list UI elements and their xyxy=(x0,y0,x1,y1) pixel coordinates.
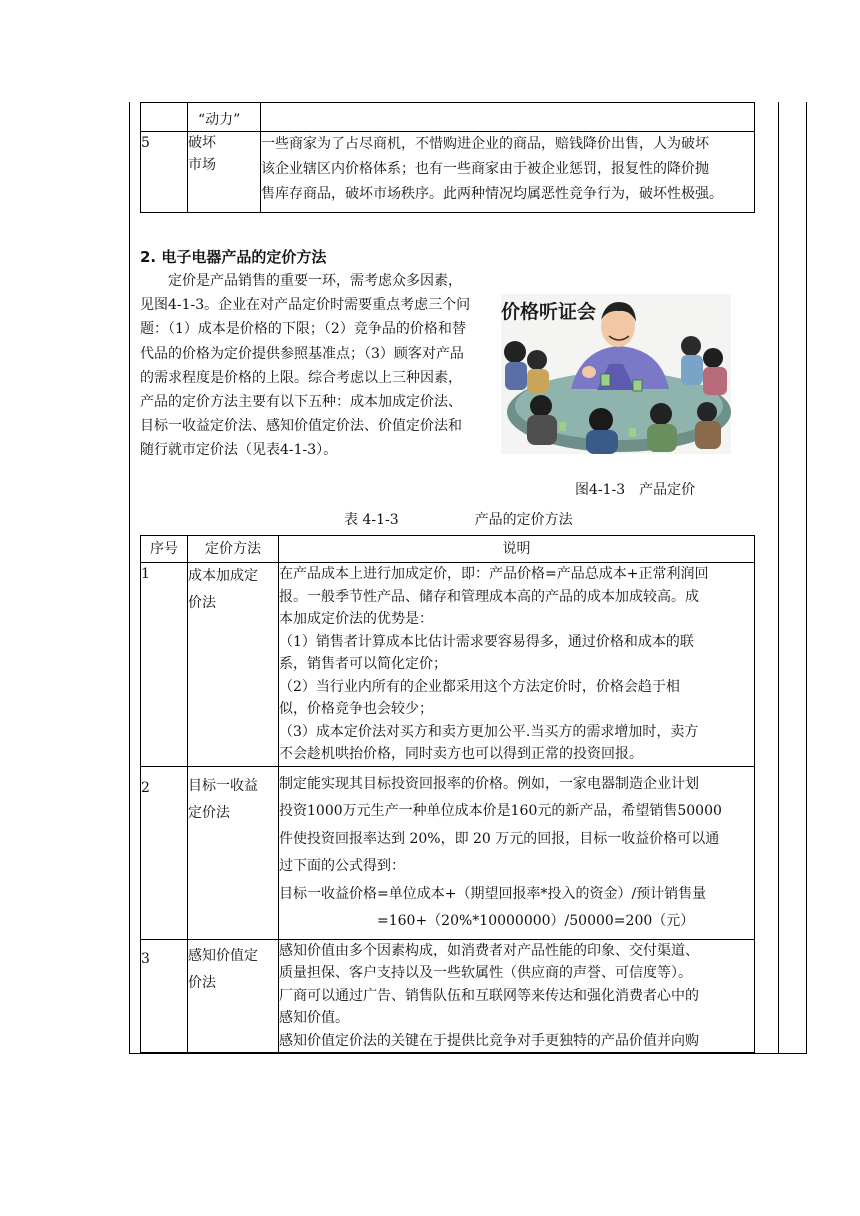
row-description-line: 系，销售者可以简化定价； xyxy=(279,656,447,672)
row-description-line: 在产品成本上进行加成定价，即：产品价格=产品总成本+正常利润回 xyxy=(279,566,709,582)
row-name xyxy=(188,103,261,132)
header-cell-description: 说明 xyxy=(279,536,755,563)
row-name-line: 目标一收益 xyxy=(188,777,258,794)
row-name xyxy=(188,939,279,1053)
row-description-line: 感知价值。 xyxy=(279,1010,349,1026)
frame-inner-right-border xyxy=(778,102,779,1054)
row-description-line: 制定能实现其目标投资回报率的价格。例如，一家电器制造企业计划 xyxy=(279,775,699,792)
frame-right-border xyxy=(806,102,807,1054)
row-description-line: （2）当行业内所有的企业都采用这个方法定价时，价格会趋于相 xyxy=(279,678,680,695)
row-name xyxy=(188,132,261,213)
row-description-line: 件使投资回报率达到 20%，即 20 万元的回报，目标一收益价格可以通 xyxy=(279,830,720,847)
paragraph-line: 题：（1）成本是价格的下限；（2）竞争品的价格和替 xyxy=(140,321,466,338)
header-cell-method: 定价方法 xyxy=(188,536,279,563)
table-caption-title: 产品的定价方法 xyxy=(474,512,573,528)
row-name-line: 定价法 xyxy=(188,804,230,821)
row-description-line: 投资1000万元生产一种单位成本价是160元的新产品，希望销售50000 xyxy=(279,803,722,819)
row-description-line: 报。一般季节性产品、储存和管理成本高的产品的成本加成较高。成 xyxy=(279,588,699,605)
section-paragraph xyxy=(140,269,492,463)
row-number: 1 xyxy=(141,563,188,767)
frame-bottom-border xyxy=(129,1053,807,1054)
row-description xyxy=(279,939,755,1053)
row-description-line: 感知价值由多个因素构成，如消费者对产品性能的印象、交付渠道、 xyxy=(279,942,699,959)
row-name xyxy=(188,766,279,939)
paragraph-line: 见图4-1-3。企业在对产品定价时需要重点考虑三个问 xyxy=(140,297,471,314)
price-hearing-illustration xyxy=(501,294,731,454)
table-caption xyxy=(344,509,573,529)
pricing-methods-table xyxy=(140,535,755,1053)
paragraph-line: 目标一收益定价法、感知价值定价法、价值定价法和 xyxy=(140,418,462,435)
row-name-line: “动力” xyxy=(198,112,241,128)
row-description-line: 不会趁机哄抬价格，同时卖方也可以得到正常的投资回报。 xyxy=(279,746,643,762)
table-row xyxy=(141,103,755,132)
row-description-line: 目标一收益价格=单位成本+（期望回报率*投入的资金）/预计销售量 xyxy=(279,885,707,902)
row-description-line: 售库存商品，破坏市场秩序。此两种情况均属恶性竞争行为，破坏性极强。 xyxy=(261,186,723,202)
row-description-line: =160+（20%*10000000）/50000=200（元） xyxy=(279,913,695,929)
paragraph-line: 代品的价格为定价提供参照基准点；（3）顾客对产品 xyxy=(140,345,464,362)
table-header-row xyxy=(141,536,755,563)
row-name-line: 成本加成定 xyxy=(188,568,258,584)
row-description-line: （3）成本定价法对买方和卖方更加公平.当买方的需求增加时，卖方 xyxy=(279,723,699,740)
table-row xyxy=(141,563,755,767)
table-caption-label: 表 4-1-3 xyxy=(344,512,399,528)
row-description-line: 质量担保、客户支持以及一些软属性（供应商的声誉、可信度等）。 xyxy=(279,965,692,981)
row-name-line: 破坏 xyxy=(188,135,216,151)
paragraph-line: 产品的定价方法主要有以下五种：成本加成定价法、 xyxy=(140,394,462,411)
row-number xyxy=(141,103,188,132)
row-description-line: 厂商可以通过广告、销售队伍和互联网等来传达和强化消费者心中的 xyxy=(279,987,699,1004)
row-number: 2 xyxy=(141,766,188,939)
harm-table-continued xyxy=(140,102,755,213)
row-description xyxy=(261,132,755,213)
paragraph-line: 的需求程度是价格的上限。综合考虑以上三种因素， xyxy=(140,369,462,386)
banner-text: 价格听证会 xyxy=(501,301,597,323)
row-name xyxy=(188,563,279,767)
row-number: 3 xyxy=(141,939,188,1053)
row-description-line: 过下面的公式得到： xyxy=(279,858,405,874)
row-description xyxy=(261,103,755,132)
row-description-line: 本加成定价法的优势是： xyxy=(279,611,433,627)
row-name-line: 市场 xyxy=(188,157,216,173)
row-name-line: 感知价值定 xyxy=(188,947,258,964)
row-description xyxy=(279,766,755,939)
section-heading: 2. 电子电器产品的定价方法 xyxy=(140,248,327,266)
row-description-line: 感知价值定价法的关键在于提供比竞争对手更独特的产品价值并向购 xyxy=(279,1032,699,1049)
row-name-line: 价法 xyxy=(188,974,216,991)
row-name-line: 价法 xyxy=(188,595,216,611)
row-description-line: （1）销售者计算成本比估计需求要容易得多，通过价格和成本的联 xyxy=(279,633,694,650)
row-description-line: 该企业辖区内价格体系；也有一些商家由于被企业惩罚，报复性的降价抛 xyxy=(261,161,709,177)
header-cell-number: 序号 xyxy=(141,536,188,563)
frame-left-border xyxy=(129,102,130,1054)
paragraph-line: 定价是产品销售的重要一环，需考虑众多因素， xyxy=(140,273,462,289)
table-row xyxy=(141,939,755,1053)
paragraph-line: 随行就市定价法（见表4-1-3）。 xyxy=(140,442,338,459)
row-description-line: 一些商家为了占尽商机，不惜购进企业的商品，赔钱降价出售，人为破坏 xyxy=(261,136,709,152)
row-description-line: 似，价格竞争也会较少； xyxy=(279,701,433,717)
table-row xyxy=(141,766,755,939)
row-number: 5 xyxy=(141,132,188,213)
row-description xyxy=(279,563,755,767)
table-row xyxy=(141,132,755,213)
figure-caption: 图4-1-3 产品定价 xyxy=(575,482,696,498)
